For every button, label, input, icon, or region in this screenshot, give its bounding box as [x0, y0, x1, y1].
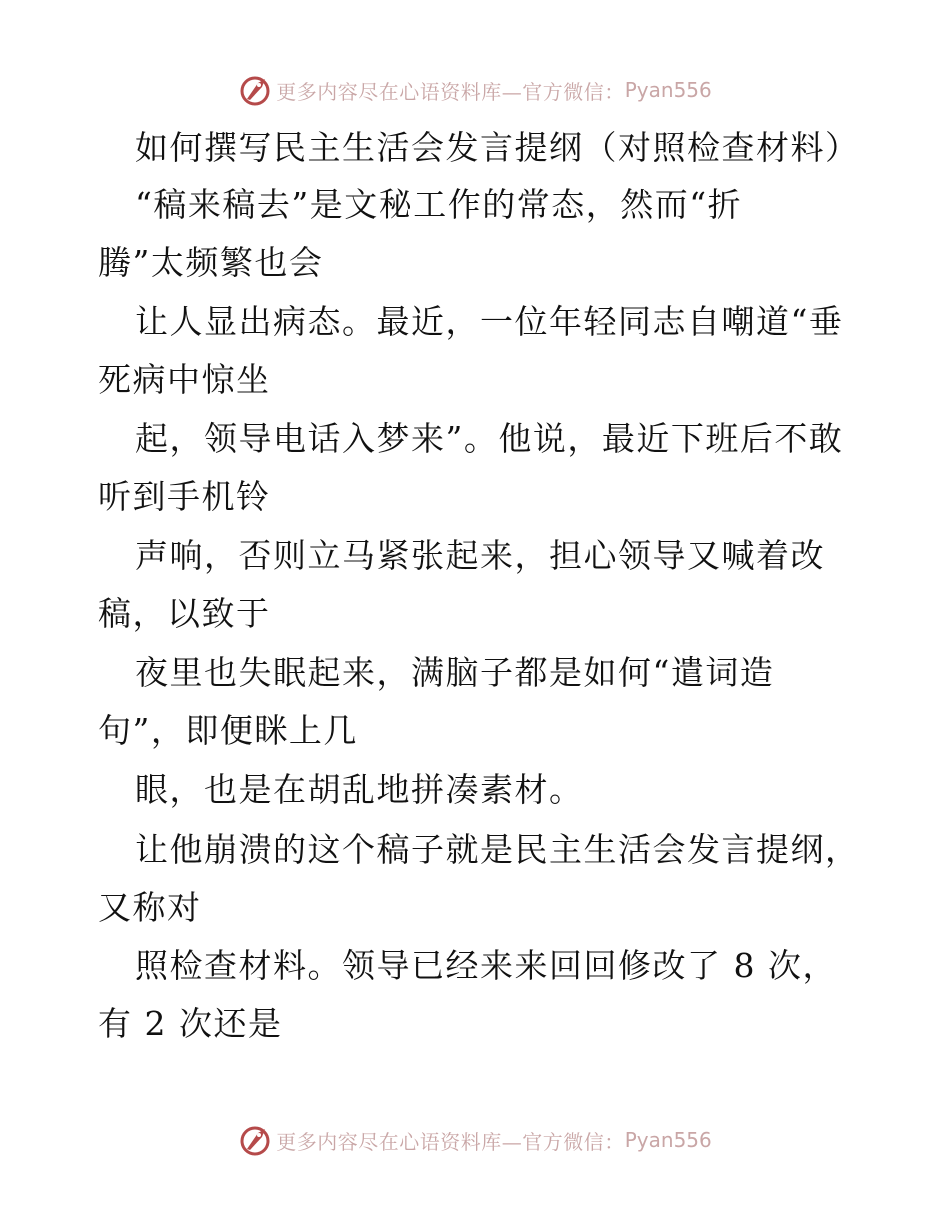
watermark-wechat-id: Pyan556 [624, 78, 712, 102]
paragraph-line: 听到手机铃 [98, 477, 271, 516]
paragraph-line: 死病中惊坐 [98, 360, 271, 399]
footer-watermark [0, 1120, 950, 1160]
document-title: 如何撰写民主生活会发言提纲（对照检查材料） [135, 128, 860, 167]
paragraph-line: 起，领导电话入梦来”。他说，最近下班后不敢 [135, 419, 844, 458]
watermark-text: 更多内容尽在心语资料库—官方微信： [276, 79, 625, 104]
paragraph-line: 又称对 [98, 888, 202, 927]
watermark-text: 更多内容尽在心语资料库—官方微信： [276, 1129, 625, 1154]
paragraph-line: 腾”太频繁也会 [98, 243, 324, 282]
watermark-wechat-id: Pyan556 [624, 1128, 712, 1152]
paragraph-line: “稿来稿去”是文秘工作的常态，然而“折 [135, 185, 743, 224]
header-watermark [0, 70, 950, 110]
paragraph-line: 照检查材料。领导已经来来回回修改了 8 次， [135, 946, 837, 985]
paragraph-line: 声响，否则立马紧张起来，担心领导又喊着改 [135, 536, 825, 575]
pen-nib-logo-icon [238, 1123, 272, 1157]
paragraph-line: 让人显出病态。最近，一位年轻同志自嘲道“垂 [135, 302, 844, 341]
paragraph-line: 眼，也是在胡乱地拼凑素材。 [135, 770, 584, 809]
pen-nib-logo-icon [238, 73, 272, 107]
paragraph-line: 让他崩溃的这个稿子就是民主生活会发言提纲， [135, 830, 860, 869]
paragraph-line: 夜里也失眠起来，满脑子都是如何“遣词造 [135, 653, 775, 692]
paragraph-line: 稿，以致于 [98, 594, 271, 633]
paragraph-line: 句”，即便眯上几 [98, 711, 358, 750]
paragraph-line: 有 2 次还是 [98, 1004, 283, 1043]
